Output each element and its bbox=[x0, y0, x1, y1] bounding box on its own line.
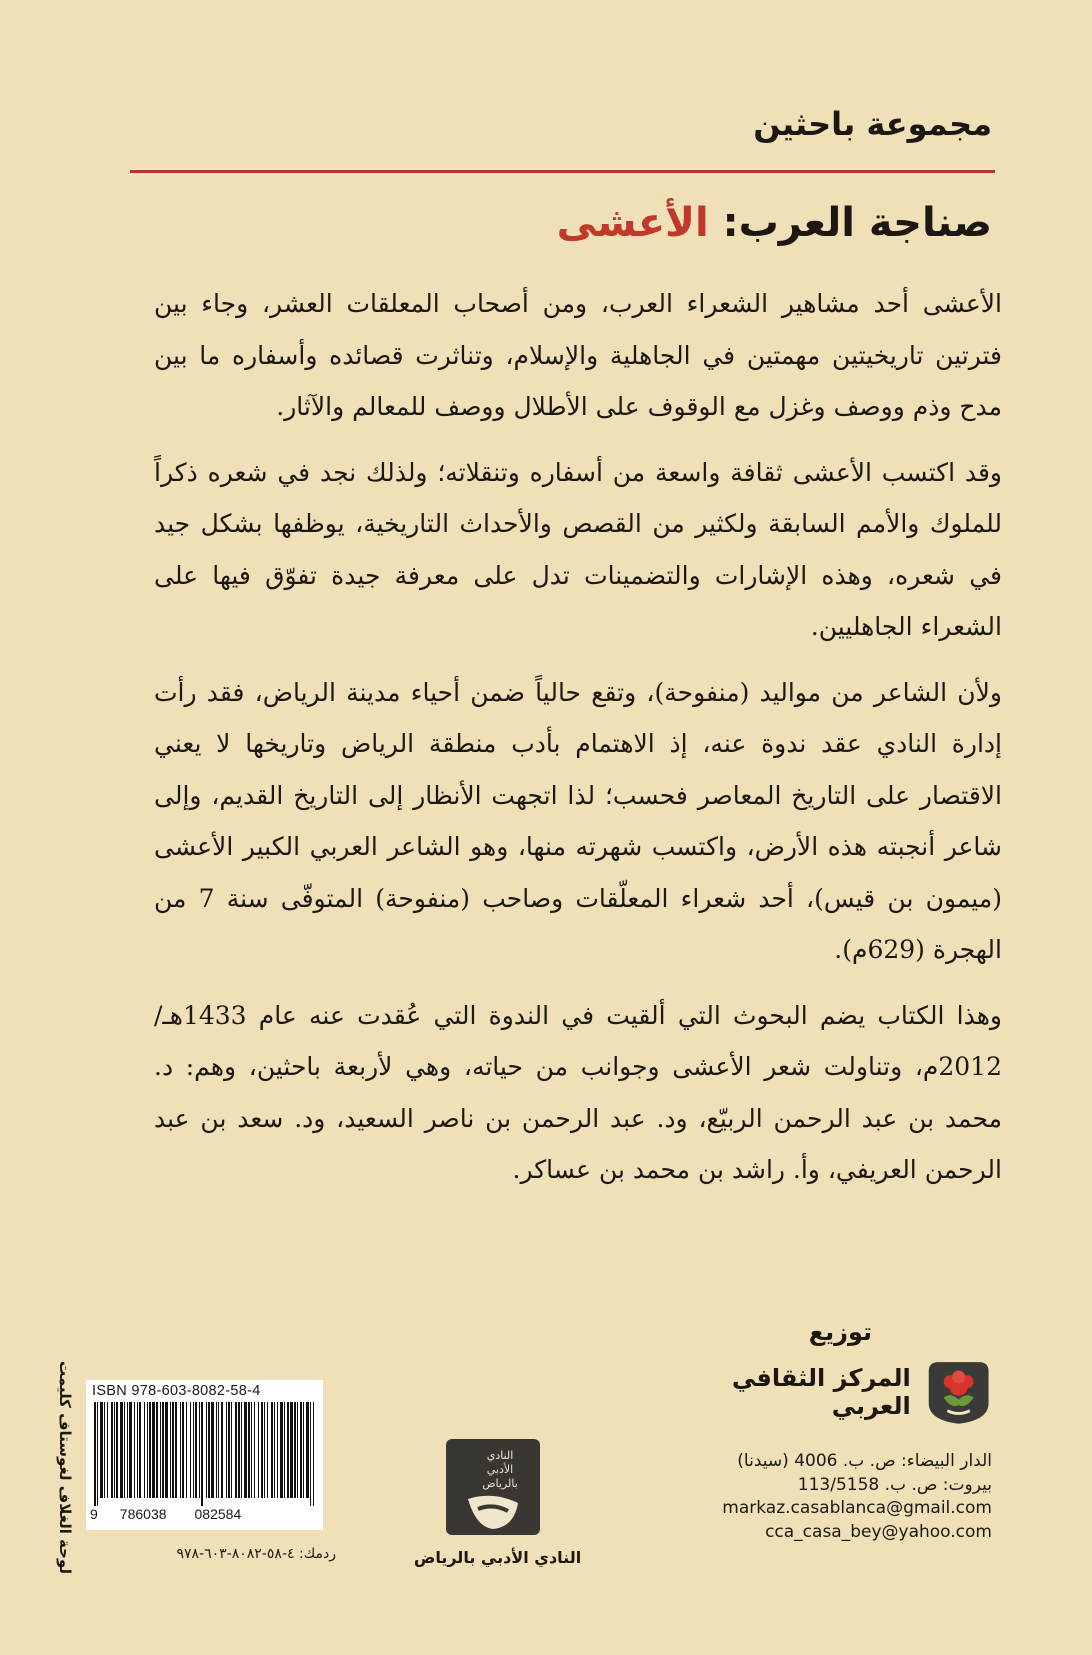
publisher-block bbox=[662, 1352, 992, 1432]
barcode-bar bbox=[175, 1402, 177, 1498]
isbn-digit-group-2: 082584 bbox=[194, 1506, 242, 1522]
barcode-bar bbox=[165, 1402, 168, 1498]
barcode-bar bbox=[104, 1402, 105, 1498]
barcode-bar bbox=[258, 1402, 259, 1498]
isbn-digit-lead: 9 bbox=[90, 1506, 98, 1522]
barcode-bar bbox=[208, 1402, 210, 1498]
literary-club-name: النادي الأدبي بالرياض bbox=[413, 1548, 582, 1567]
barcode-bar bbox=[160, 1402, 161, 1498]
barcode-bar bbox=[300, 1402, 302, 1498]
blurb-text bbox=[154, 278, 1002, 1210]
barcode-bar bbox=[172, 1402, 174, 1498]
author-name: مجموعة باحثين bbox=[753, 105, 992, 143]
address-casablanca: الدار البيضاء: ص. ب. 4006 (سيدنا) bbox=[737, 1451, 992, 1471]
barcode-bar bbox=[139, 1402, 141, 1498]
barcode-bar bbox=[195, 1402, 197, 1498]
blurb-paragraph: وهذا الكتاب يضم البحوث التي ألقيت في الندوة التي عُقدت عنه عام 1433هـ/ 2012م، وتناولت شعر الأعشى وجوانب من حياته، وهي لأربعة باحثين، وهم: د. محمد بن عبد الرحمن الربيّع، ود. عبد الرحمن بن ناصر السعيد، ود. سعد بن عبد الرحمن العريفي، وأ. راشد بن محمد بن عساكر. bbox=[154, 1000, 1002, 1184]
barcode-bar bbox=[170, 1402, 171, 1498]
barcode-bar bbox=[218, 1402, 219, 1498]
blurb-paragraph: الأعشى أحد مشاهير الشعراء العرب، ومن أصحاب المعلقات العشر، وجاء بين فترتين تاريخيتين مهمتين في الجاهلية والإسلام، وتناثرت قصائده وأسفاره ما بين مدح وذم ووصف وغزل مع الوقوف على الأطلال ووصف للمعالم والآثار. bbox=[154, 289, 1002, 421]
barcode-bar bbox=[182, 1402, 184, 1498]
barcode-bar bbox=[280, 1402, 283, 1498]
club-logo-text: بالرياض bbox=[482, 1477, 518, 1490]
email-casablanca: markaz.casablanca@gmail.com bbox=[722, 1498, 992, 1518]
literary-club-logo-icon bbox=[438, 1437, 548, 1537]
barcode-bar bbox=[297, 1402, 298, 1498]
barcode-bar bbox=[226, 1402, 227, 1498]
flower-logo-icon bbox=[925, 1356, 992, 1428]
isbn-digit-group-1: 786038 bbox=[119, 1506, 167, 1522]
blurb-paragraph: وقد اكتسب الأعشى ثقافة واسعة من أسفاره وتنقلاته؛ ولذلك نجد في شعره ذكراً للملوك والأمم السابقة ولكثير من القصص والأحداث التاريخية، يوظفها بشكل جيد في شعره، وهذه الإشارات والتضمينات تدل على معرفة جيدة تفوّق فيها على الشعراء الجاهليين. bbox=[154, 457, 1002, 641]
isbn-barcode-box bbox=[86, 1380, 323, 1530]
isbn-arabic: ردمك: ٤-٥٨-٨٠٨٢-٦٠٣-٩٧٨ bbox=[176, 1546, 336, 1562]
barcode-bar bbox=[193, 1402, 194, 1498]
barcode-bar bbox=[271, 1402, 273, 1498]
barcode-bar bbox=[267, 1402, 268, 1498]
barcode-bar bbox=[211, 1402, 214, 1498]
blurb-paragraph: ولأن الشاعر من مواليد (منفوحة)، وتقع حالياً ضمن أحياء مدينة الرياض، فقد رأت إدارة النادي عقد ندوة عنه، إذ الاهتمام بأدب منطقة الرياض وتاريخها لا يعني الاقتصار على التاريخ المعاصر فحسب؛ لذا اتجهت الأنظار إلى التاريخ القديم، وإلى شاعر أنجبته هذه الأرض، واكتسب شهرته منها، وهو الشاعر العربي الكبير الأعشى (ميمون بن قيس)، أحد شعراء المعلّقات وصاحب (منفوحة) المتوفّى سنة 7 من الهجرة (629م). bbox=[154, 677, 1002, 964]
barcode-bar bbox=[238, 1402, 240, 1498]
barcode-bar bbox=[190, 1402, 191, 1498]
barcode-bar bbox=[156, 1402, 158, 1498]
cover-art-credit: لوحة الغلاف لغوستاف كليمت bbox=[56, 1360, 74, 1574]
barcode-bar bbox=[274, 1402, 275, 1498]
club-logo-text: الأدبي bbox=[486, 1463, 514, 1476]
barcode-icon bbox=[92, 1402, 317, 1506]
barcode-bar bbox=[186, 1402, 187, 1498]
barcode-bar bbox=[251, 1402, 252, 1498]
barcode-bar bbox=[287, 1402, 289, 1498]
barcode-bar bbox=[294, 1402, 296, 1498]
barcode-bar bbox=[134, 1402, 135, 1498]
barcode-bar bbox=[199, 1402, 200, 1498]
barcode-bar bbox=[116, 1402, 118, 1498]
barcode-bar bbox=[290, 1402, 293, 1498]
barcode-bar bbox=[127, 1402, 128, 1498]
email-beirut: cca_casa_bey@yahoo.com bbox=[765, 1521, 992, 1542]
barcode-bar bbox=[306, 1402, 309, 1498]
barcode-bar bbox=[137, 1402, 138, 1498]
club-logo-text: النادي bbox=[486, 1449, 514, 1462]
barcode-bar bbox=[149, 1402, 151, 1498]
address-beirut: بيروت: ص. ب. 113/5158 bbox=[797, 1474, 992, 1495]
isbn-digits bbox=[86, 1506, 323, 1522]
barcode-bar bbox=[231, 1402, 232, 1498]
barcode-bar bbox=[201, 1402, 203, 1506]
barcode-bar bbox=[277, 1402, 278, 1498]
barcode-bar bbox=[241, 1402, 242, 1498]
barcode-bar bbox=[147, 1402, 148, 1498]
barcode-bar bbox=[303, 1402, 304, 1498]
isbn-label: ISBN 978-603-8082-58-4 bbox=[92, 1383, 261, 1399]
barcode-bar bbox=[248, 1402, 250, 1498]
distribution-label: توزيع bbox=[808, 1318, 872, 1346]
barcode-bar bbox=[310, 1402, 311, 1506]
barcode-bar bbox=[111, 1402, 113, 1498]
barcode-bar bbox=[107, 1402, 108, 1498]
barcode-bar bbox=[244, 1402, 247, 1498]
barcode-bar bbox=[254, 1402, 255, 1498]
title-divider bbox=[130, 170, 995, 173]
barcode-bar bbox=[180, 1402, 181, 1498]
publisher-address bbox=[562, 1450, 992, 1544]
barcode-bar bbox=[313, 1402, 314, 1506]
barcode-bar bbox=[152, 1402, 155, 1498]
barcode-bar bbox=[221, 1402, 223, 1498]
barcode-bar bbox=[94, 1402, 96, 1506]
barcode-bar bbox=[206, 1402, 207, 1498]
barcode-bar bbox=[97, 1402, 98, 1506]
book-title-accent: الأعشى bbox=[556, 200, 709, 246]
barcode-bar bbox=[144, 1402, 145, 1498]
barcode-bar bbox=[162, 1402, 164, 1498]
book-title bbox=[292, 200, 992, 246]
barcode-bar bbox=[100, 1402, 103, 1498]
barcode-bar bbox=[261, 1402, 263, 1498]
barcode-bar bbox=[114, 1402, 115, 1498]
barcode-bar bbox=[284, 1402, 285, 1498]
barcode-bar bbox=[235, 1402, 237, 1498]
barcode-bar bbox=[216, 1402, 217, 1498]
barcode-bar bbox=[129, 1402, 132, 1498]
barcode-bar bbox=[264, 1402, 265, 1498]
publisher-name: المركز الثقافي العربي bbox=[731, 1364, 911, 1420]
barcode-bar bbox=[124, 1402, 125, 1498]
barcode-bar bbox=[228, 1402, 230, 1498]
barcode-bar bbox=[120, 1402, 123, 1498]
book-title-main: صناجة العرب: bbox=[708, 200, 992, 246]
